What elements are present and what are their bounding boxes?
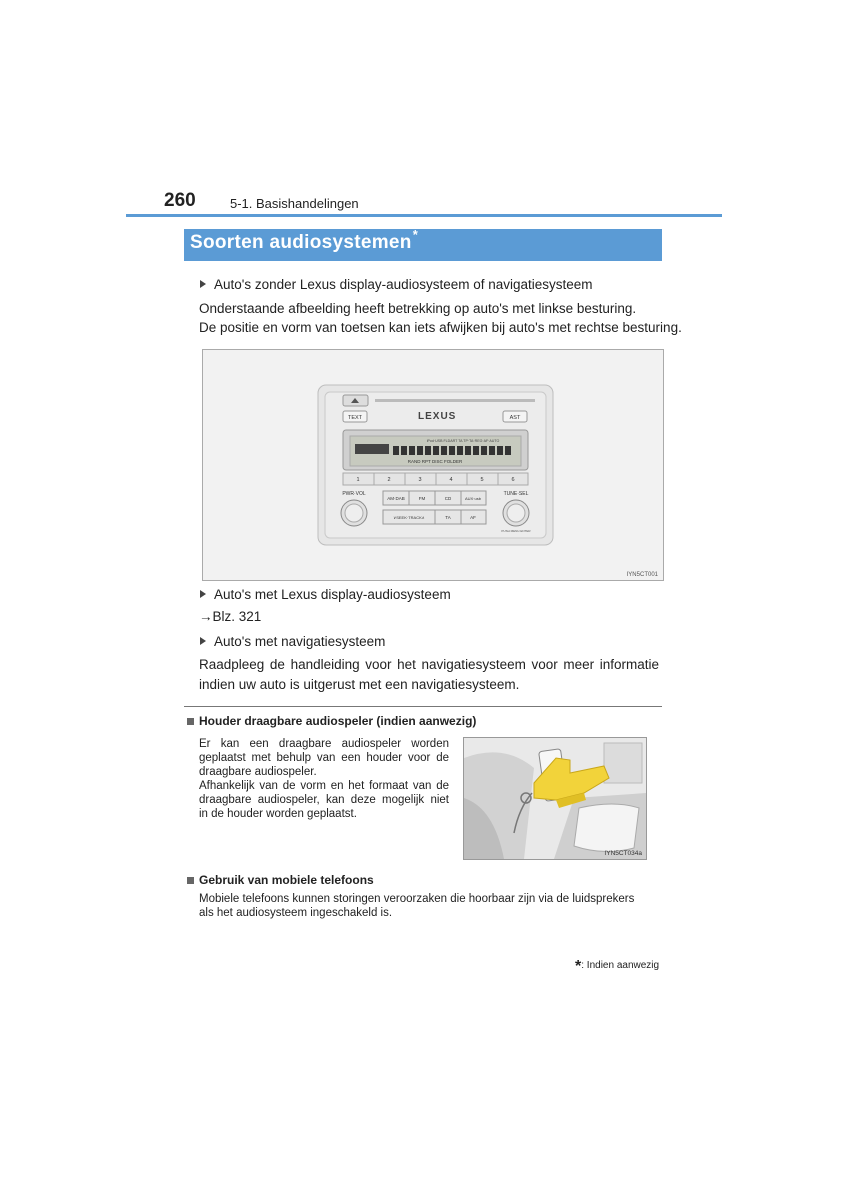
body-line: Mobiele telefoons kunnen storingen veroorzaken die hoorbaar zijn via de luidsprekers bbox=[199, 893, 635, 905]
pwr-vol-label: PWR·VOL bbox=[342, 491, 366, 497]
header-rule bbox=[126, 214, 722, 217]
subsection-heading: Houder draagbare audiospeler (indien aanwezig) bbox=[187, 714, 476, 728]
paragraph: De positie en vorm van toetsen kan iets afwijken bij auto's met rechtse besturing. bbox=[199, 320, 682, 335]
footnote: *: Indien aanwezig bbox=[575, 958, 660, 975]
square-bullet-icon bbox=[187, 877, 194, 884]
af-label: AF bbox=[470, 515, 476, 520]
ast-button-label: AST bbox=[509, 415, 521, 421]
push-label: PUSH MENU·ENTER bbox=[501, 529, 531, 533]
body-line: draagbare audiospeler. bbox=[199, 766, 317, 778]
display-mode-line: RAND RPT DISC FOLDER bbox=[407, 459, 463, 464]
subsection-heading: Gebruik van mobiele telefoons bbox=[187, 873, 374, 887]
paragraph: Onderstaande afbeelding heeft betrekking op auto's met linkse besturing. bbox=[199, 301, 637, 316]
ta-label: TA bbox=[445, 515, 451, 520]
audio-unit-figure bbox=[202, 349, 664, 581]
preset-3: 3 bbox=[418, 477, 422, 483]
tune-sel-label: TUNE·SEL bbox=[503, 491, 529, 497]
triangle-icon bbox=[200, 637, 206, 645]
paragraph: Raadpleeg de handleiding voor het navigatiesysteem voor meer informatie bbox=[199, 657, 659, 672]
section-label: 5-1. Basishandelingen bbox=[230, 196, 359, 211]
figure-code: IYN5CT001 bbox=[626, 572, 658, 578]
fm-label: FM bbox=[418, 496, 426, 501]
page-reference: →Blz. 321 bbox=[199, 609, 262, 624]
paragraph: indien uw auto is uitgerust met een navigatiesysteem. bbox=[199, 677, 520, 692]
brand-logo: LEXUS bbox=[418, 411, 457, 422]
bullet-item: Auto's zonder Lexus display-audiosysteem of navigatiesysteem bbox=[200, 277, 593, 292]
divider bbox=[184, 706, 662, 707]
body-line: geplaatst met behulp van een houder voor de bbox=[199, 752, 449, 764]
display-status-line: iPod·USB FLDART TA TP·TA·REG·AF·AUTO bbox=[426, 439, 500, 443]
body-line: Er kan een draagbare audiospeler worden bbox=[199, 738, 449, 750]
holder-figure bbox=[463, 737, 647, 860]
preset-5: 5 bbox=[480, 477, 484, 483]
page-number: 260 bbox=[164, 190, 196, 211]
page-title: Soorten audiosystemen* bbox=[190, 227, 419, 253]
body-line: in de houder worden geplaatst. bbox=[199, 808, 357, 820]
seek-track-label: ∨SEEK·TRACK∧ bbox=[393, 515, 425, 520]
text-button-label: TEXT bbox=[347, 415, 363, 421]
body-line: Afhankelijk van de vorm en het formaat van de bbox=[199, 780, 449, 792]
preset-2: 2 bbox=[387, 477, 391, 483]
aux-label: AUX·usb bbox=[464, 496, 482, 501]
am-dab-label: AM·DAB bbox=[387, 496, 405, 501]
bullet-item: Auto's met navigatiesysteem bbox=[200, 634, 385, 649]
square-bullet-icon bbox=[187, 718, 194, 725]
holder-illustration bbox=[464, 738, 646, 859]
bullet-item: Auto's met Lexus display-audiosysteem bbox=[200, 587, 451, 602]
body-line: als het audiosysteem ingeschakeld is. bbox=[199, 907, 393, 919]
triangle-icon bbox=[200, 280, 206, 288]
audio-unit-illustration bbox=[203, 350, 663, 580]
figure-code: IYN5CT034a bbox=[604, 850, 642, 857]
preset-buttons bbox=[343, 473, 528, 485]
triangle-icon bbox=[200, 590, 206, 598]
cd-label: CD bbox=[444, 496, 452, 501]
preset-4: 4 bbox=[449, 477, 453, 483]
preset-1: 1 bbox=[356, 477, 360, 483]
preset-6: 6 bbox=[511, 477, 515, 483]
body-line: draagbare audiospeler, kan deze mogelijk niet bbox=[199, 794, 449, 806]
